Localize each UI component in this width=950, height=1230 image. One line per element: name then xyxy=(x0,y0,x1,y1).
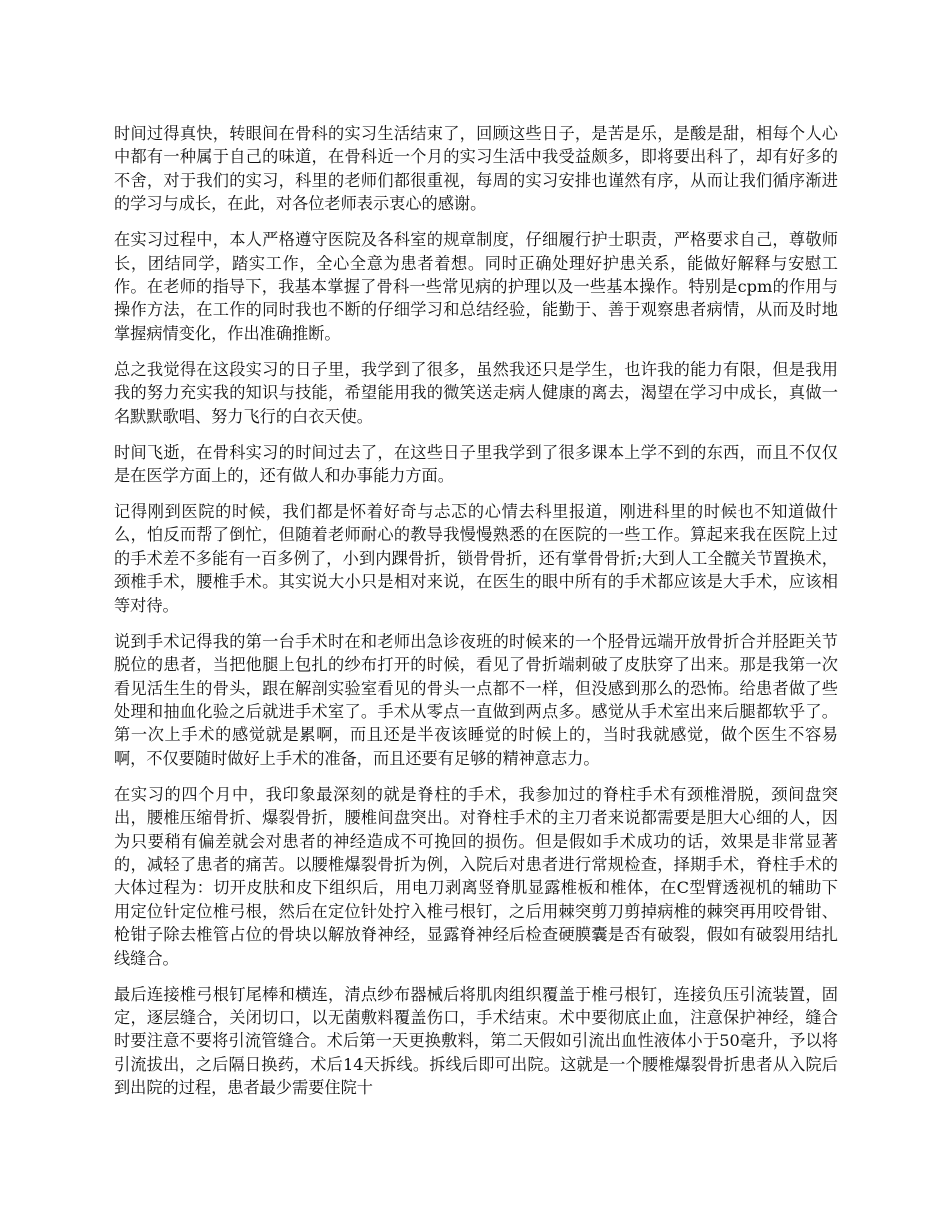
paragraph-7: 在实习的四个月中，我印象最深刻的就是脊柱的手术，我参加过的脊柱手术有颈椎滑脱，颈间盘突出，腰椎压缩骨折、爆裂骨折，腰椎间盘突出。对脊柱手术的主刀者来说都需要是胆大心细的人，因为只要稍有偏差就会对患者的神经造成不可挽回的损伤。但是假如手术成功的话，效果是非常显著的，减轻了患者的痛苦。以腰椎爆裂骨折为例，入院后对患者进行常规检查，择期手术，脊柱手术的大体过程为：切开皮肤和皮下组织后，用电刀剥离竖脊肌显露椎板和椎体，在C型臂透视机的辅助下用定位针定位椎弓根，然后在定位针处拧入椎弓根钉，之后用棘突剪刀剪掉病椎的棘突再用咬骨钳、枪钳子除去椎管占位的骨块以解放脊神经，显露脊神经后检查硬膜囊是否有破裂，假如有破裂用结扎线缝合。 xyxy=(114,784,838,968)
paragraph-8: 最后连接椎弓根钉尾棒和横连，清点纱布器械后将肌肉组织覆盖于椎弓根钉，连接负压引流装置，固定，逐层缝合，关闭切口，以无菌敷料覆盖伤口，手术结束。术中要彻底止血，注意保护神经，缝合时要注意不要将引流管缝合。术后第一天更换敷料，第二天假如引流出血性液体小于50毫升，予以将引流拔出，之后隔日换药，术后14天拆线。拆线后即可出院。这就是一个腰椎爆裂骨折患者从入院后到出院的过程，患者最少需要住院十 xyxy=(114,984,838,1098)
document-body xyxy=(114,122,838,1112)
paragraph-5: 记得刚到医院的时候，我们都是怀着好奇与忐忑的心情去科里报道，刚进科里的时候也不知道做什么，怕反而帮了倒忙，但随着老师耐心的教导我慢慢熟悉的在医院的一些工作。算起来我在医院上过的手术差不多能有一百多例了，小到内踝骨折，锁骨骨折，还有掌骨骨折;大到人工全髋关节置换术，颈椎手术，腰椎手术。其实说大小只是相对来说，在医生的眼中所有的手术都应该是大手术，应该相等对待。 xyxy=(114,502,838,615)
paragraph-3: 总之我觉得在这段实习的日子里，我学到了很多，虽然我还只是学生，也许我的能力有限，但是我用我的努力充实我的知识与技能，希望能用我的微笑送走病人健康的离去，渴望在学习中成长，真做一名默默歌唱、努力飞行的白衣天使。 xyxy=(114,359,838,426)
paragraph-1: 时间过得真快，转眼间在骨科的实习生活结束了，回顾这些日子，是苦是乐，是酸是甜，相每个人心中都有一种属于自己的味道，在骨科近一个月的实习生活中我受益颇多，即将要出科了，却有好多的不舍，对于我们的实习，科里的老师们都很重视，每周的实习安排也谨然有序，从而让我们循序渐进的学习与成长，在此，对各位老师表示衷心的感谢。 xyxy=(114,124,838,214)
paragraph-6: 说到手术记得我的第一台手术时在和老师出急诊夜班的时候来的一个胫骨远端开放骨折合并胫距关节脱位的患者，当把他腿上包扎的纱布打开的时候，看见了骨折端刺破了皮肤穿了出来。那是我第一次看见活生生的骨头，跟在解剖实验室看见的骨头一点都不一样，但没感到那么的恐怖。给患者做了些处理和抽血化验之后就进手术室了。手术从零点一直做到两点多。感觉从手术室出来后腿都软乎了。第一次上手术的感觉就是累啊，而且还是半夜该睡觉的时候上的，当时我就感觉，做个医生不容易啊，不仅要随时做好上手术的准备，而且还要有足够的精神意志力。 xyxy=(114,631,838,768)
paragraph-4: 时间飞逝，在骨科实习的时间过去了，在这些日子里我学到了很多课本上学不到的东西，而且不仅仅是在医学方面上的，还有做人和办事能力方面。 xyxy=(114,442,838,486)
paragraph-2: 在实习过程中，本人严格遵守医院及各科室的规章制度，仔细履行护士职责，严格要求自己，尊敬师长，团结同学，踏实工作，全心全意为患者着想。同时正确处理好护患关系，能做好解释与安慰工作。在老师的指导下，我基本掌握了骨科一些常见病的护理以及一些基本操作。特别是cpm的作用与操作方法，在工作的同时我也不断的仔细学习和总结经验，能勤于、善于观察患者病情，从而及时地掌握病情变化，作出准确推断。 xyxy=(114,230,838,343)
